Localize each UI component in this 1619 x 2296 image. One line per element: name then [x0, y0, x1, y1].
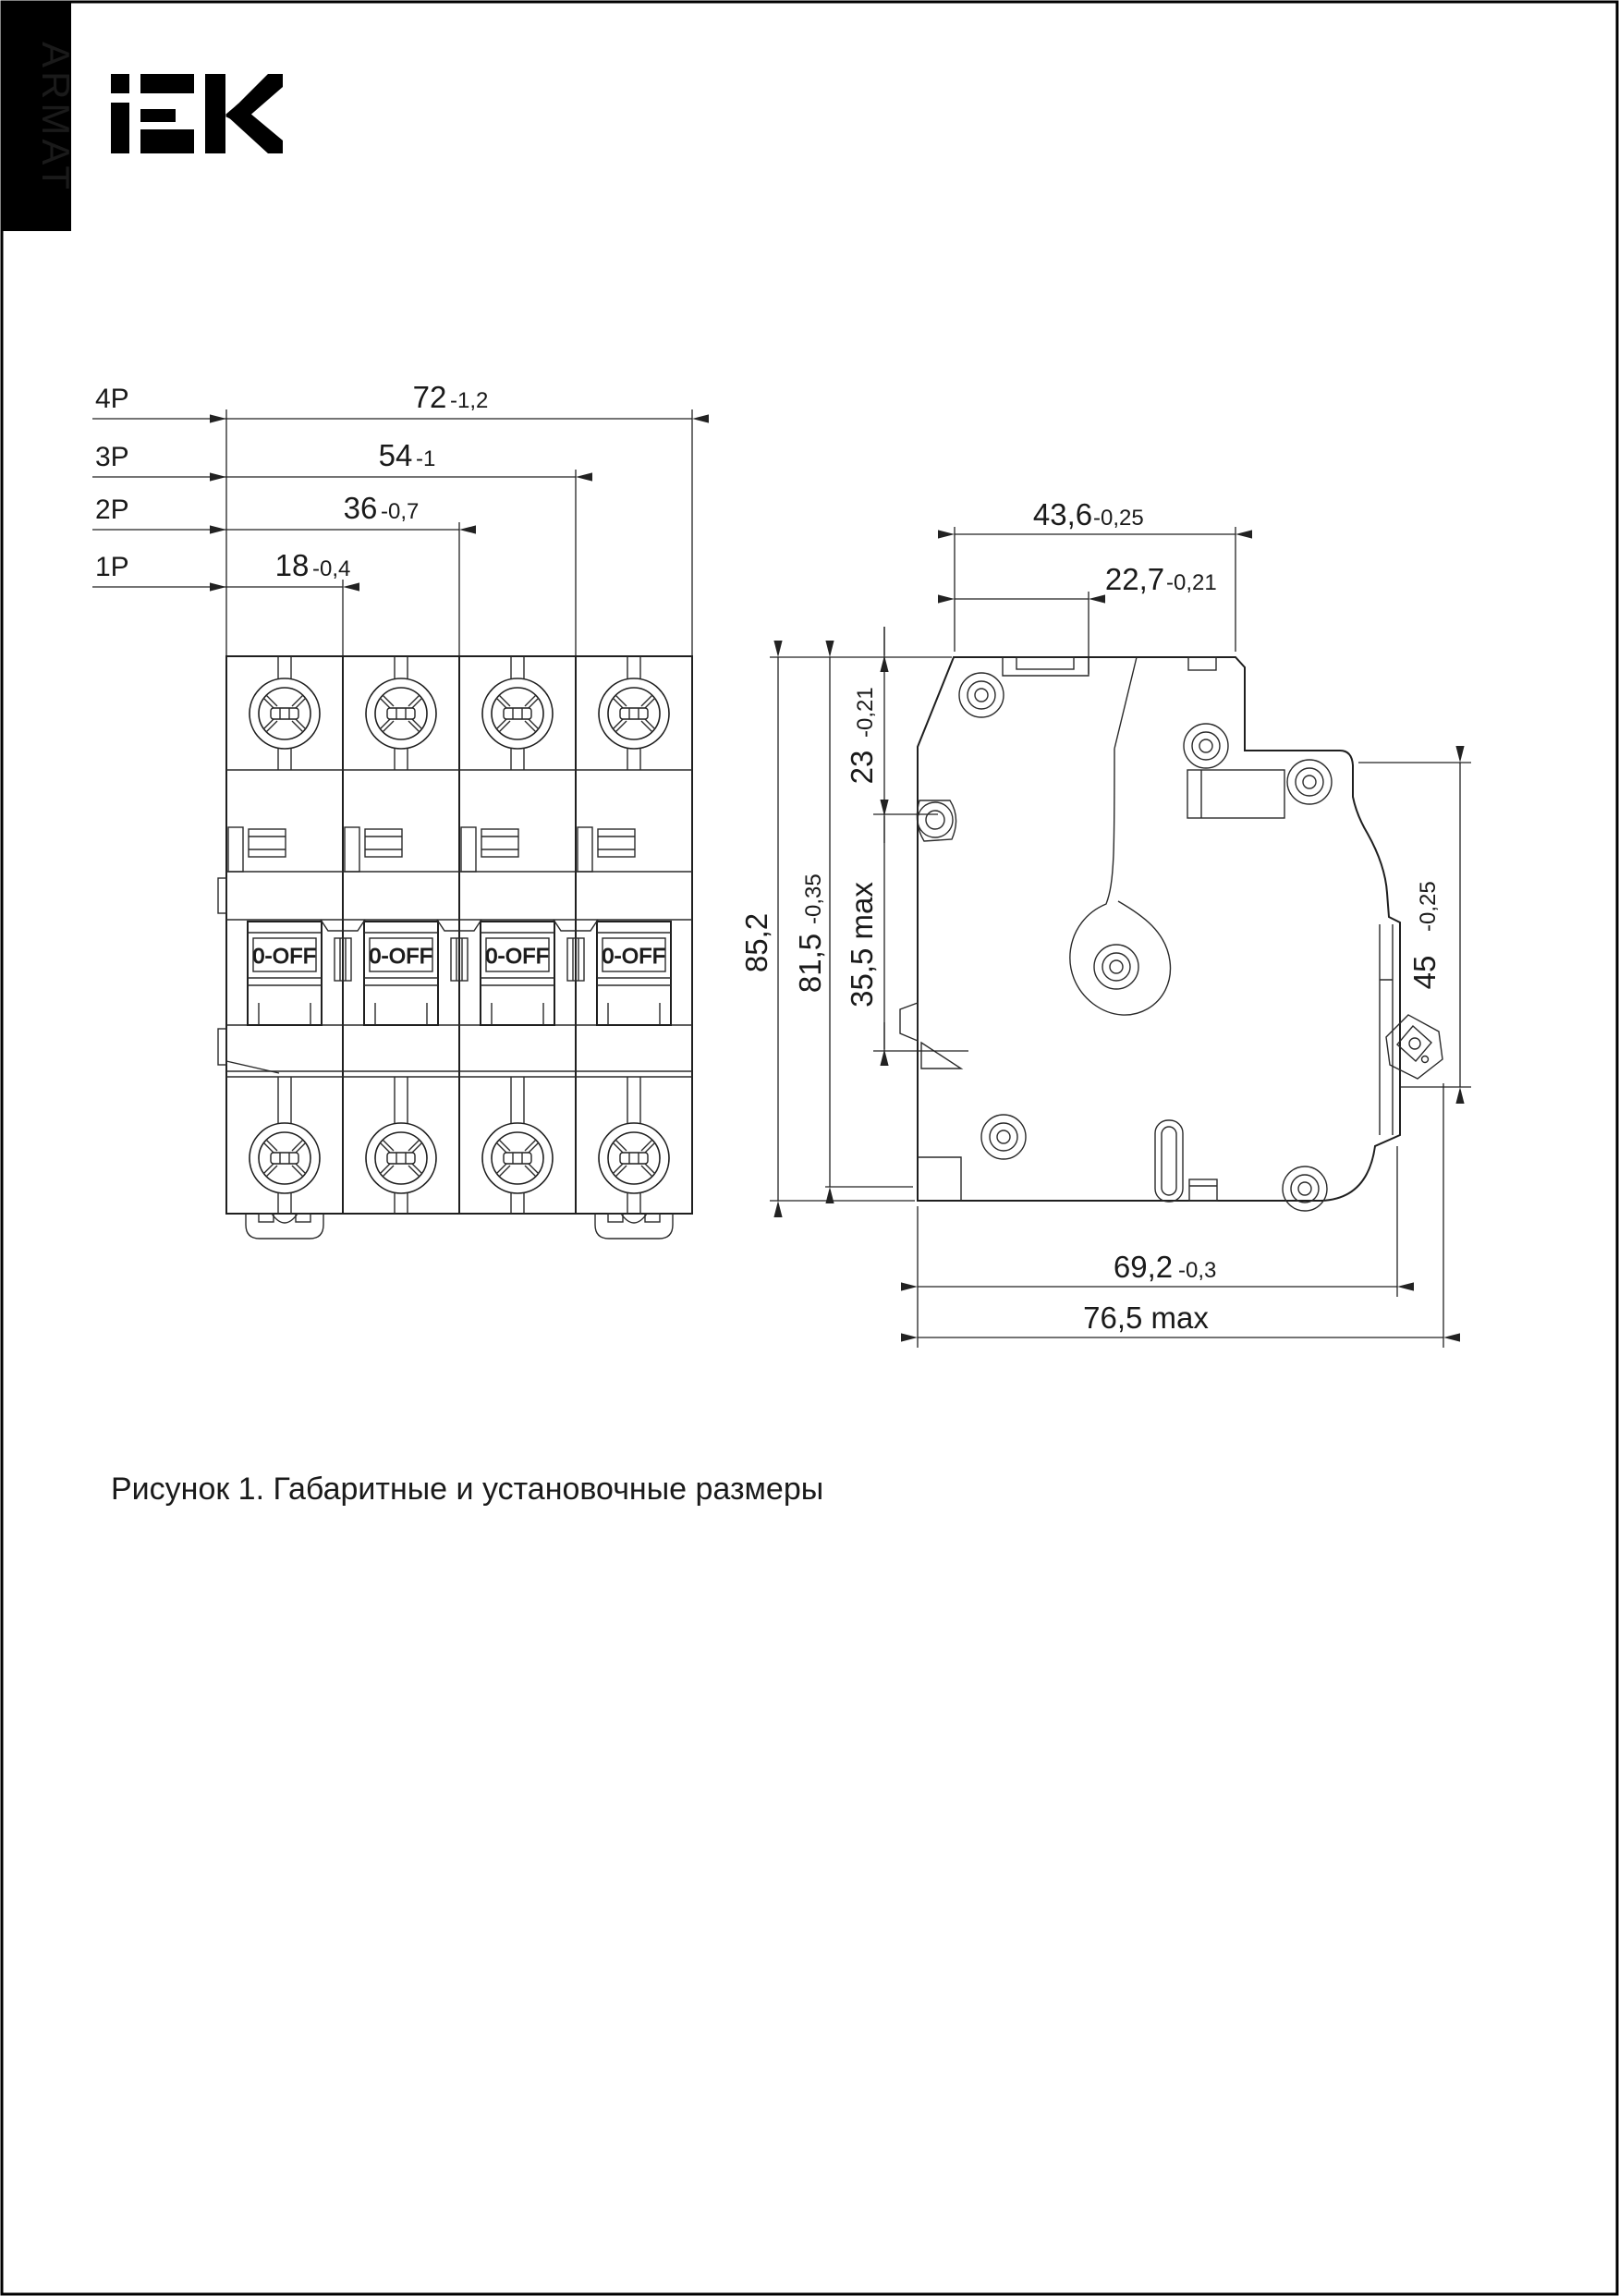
armat-sidebar: [2, 2, 78, 231]
dim-18-value: 18: [274, 548, 310, 582]
dim-72-value: 72: [412, 380, 447, 414]
dim-36-value: 36: [343, 491, 378, 525]
series-label: ARMAT: [34, 42, 78, 193]
dim-54-value: 54: [378, 438, 413, 472]
dim-36-tolerance: -0,7: [381, 499, 420, 524]
dim-din-offset-value: 22,7: [1104, 562, 1165, 596]
pole-label-2p: 2P: [95, 495, 129, 525]
dim-depth-top-value: 43,6: [1032, 497, 1093, 531]
pole-label-3p: 3P: [95, 442, 129, 472]
dim-recess-top-tolerance: -0,21: [853, 687, 878, 738]
pole-label-1p: 1P: [95, 552, 129, 582]
front-view: [218, 656, 692, 1239]
dim-din-offset-tolerance: -0,21: [1166, 570, 1217, 595]
dim-front-height-value: 45: [1407, 955, 1442, 990]
front-view-dimensions: [92, 380, 692, 656]
side-view: [900, 657, 1442, 1211]
figure-caption: Рисунок 1. Габаритные и установочные размеры: [111, 1472, 824, 1507]
din-clip-right: [595, 1214, 673, 1239]
dim-body-height-tolerance: -0,35: [801, 873, 826, 924]
dim-depth-top-tolerance: -0,25: [1093, 506, 1144, 531]
dim-total-height-value: 85,2: [739, 912, 773, 973]
din-clip-left: [246, 1214, 323, 1239]
pole-label-4p: 4P: [95, 384, 129, 414]
dim-18-tolerance: -0,4: [312, 556, 351, 581]
technical-drawing: 0-OFF ARMAT 4P 72 -1,2 3P 54 -1 2P 36 -0,7 1P 18 -0,4 43,6 -0,25 22,7 -0,21 85,2 81,5 -0,35 23 -0,21 35,5 max 45 -0,25 69,2 -0,3 76,5 max Рисунок 1. Габаритные и установочные размеры: [0, 0, 1619, 2296]
dim-54-tolerance: -1: [416, 446, 436, 471]
dim-72-tolerance: -1,2: [450, 388, 489, 413]
dim-mount-depth-tolerance: -0,3: [1178, 1258, 1217, 1283]
dim-body-height-value: 81,5: [793, 933, 827, 994]
dim-mount-depth-value: 69,2: [1113, 1250, 1174, 1284]
dim-recess-top-value: 23: [845, 750, 879, 785]
dim-recess-span-value: 35,5 max: [845, 882, 879, 1008]
dim-max-depth-value: 76,5 max: [1083, 1301, 1209, 1335]
dim-front-height-tolerance: -0,25: [1416, 881, 1441, 932]
side-view-dimensions: [739, 497, 1471, 1348]
iek-logo: [111, 74, 283, 153]
